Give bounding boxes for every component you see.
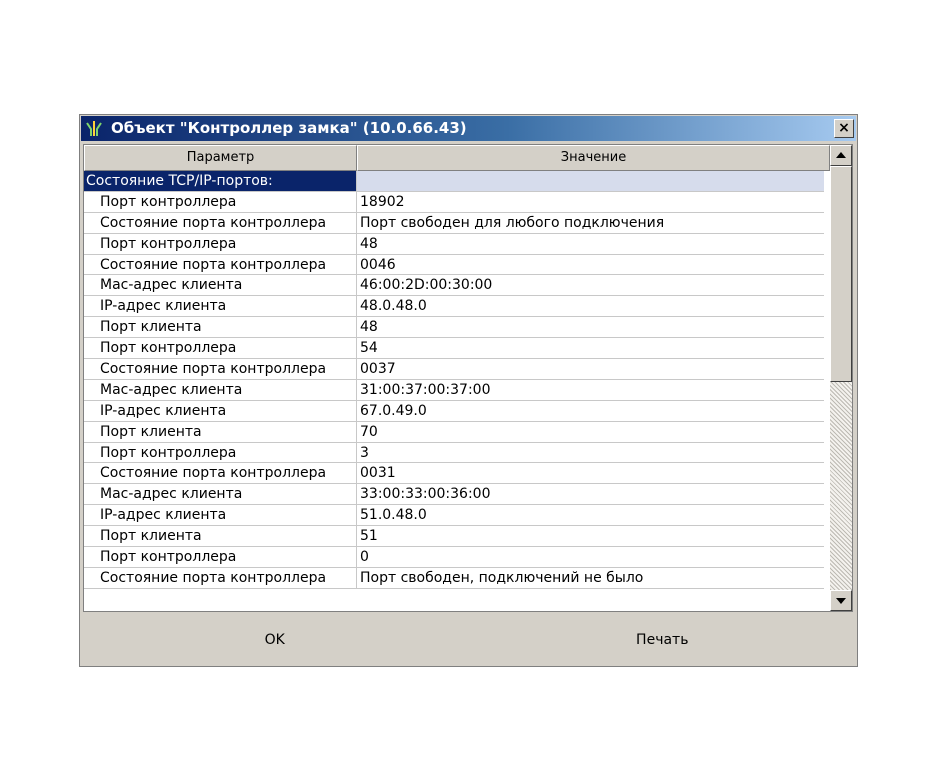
value-cell: 67.0.49.0 <box>360 402 427 419</box>
parameter-cell: Порт клиента <box>84 526 357 546</box>
value-cell: 0 <box>360 549 369 566</box>
parameter-cell: Порт клиента <box>84 317 357 337</box>
table-row[interactable] <box>84 443 824 464</box>
table-row[interactable] <box>84 234 824 255</box>
window-title: Объект "Контроллер замка" (10.0.66.43) <box>111 119 467 137</box>
grid-header <box>84 145 830 171</box>
parameter-cell: Порт контроллера <box>84 547 357 567</box>
parameter-cell: Состояние порта контроллера <box>84 359 357 379</box>
value-cell: 31:00:37:00:37:00 <box>360 381 491 398</box>
parameter-cell: Состояние порта контроллера <box>84 255 357 275</box>
value-cell: 48.0.48.0 <box>360 298 427 315</box>
scroll-down-button[interactable] <box>830 590 852 611</box>
close-icon: × <box>838 120 850 136</box>
value-cell: 46:00:2D:00:30:00 <box>360 277 493 294</box>
value-cell: 70 <box>360 423 378 440</box>
controller-icon <box>85 120 103 138</box>
ok-button[interactable]: OK <box>81 615 469 665</box>
table-row[interactable] <box>84 255 824 276</box>
arrow-up-icon <box>836 152 846 158</box>
value-cell: 33:00:33:00:36:00 <box>360 486 491 503</box>
parameter-cell: Состояние порта контроллера <box>84 568 357 588</box>
value-cell: 48 <box>360 319 378 336</box>
table-row[interactable] <box>84 275 824 296</box>
scroll-thumb[interactable] <box>830 166 852 382</box>
value-cell: 48 <box>360 235 378 252</box>
arrow-down-icon <box>836 598 846 604</box>
value-cell: Порт свободен для любого подключения <box>360 214 665 231</box>
parameter-cell: Порт контроллера <box>84 338 357 358</box>
parameter-cell: Порт контроллера <box>84 192 357 212</box>
value-cell: 0046 <box>360 256 396 273</box>
table-row[interactable] <box>84 484 824 505</box>
close-button[interactable] <box>834 119 854 138</box>
table-row[interactable] <box>84 505 824 526</box>
table-row[interactable] <box>84 401 824 422</box>
column-header-value[interactable]: Значение <box>357 145 830 171</box>
table-row[interactable] <box>84 547 824 568</box>
parameter-cell: Состояние порта контроллера <box>84 213 357 233</box>
value-cell: 18902 <box>360 193 405 210</box>
parameter-cell: IP-адрес клиента <box>84 296 357 316</box>
value-cell: 51 <box>360 528 378 545</box>
parameter-cell: Состояние порта контроллера <box>84 463 357 483</box>
table-row[interactable] <box>84 192 824 213</box>
table-row[interactable] <box>84 463 824 484</box>
column-header-parameter[interactable]: Параметр <box>84 145 357 171</box>
group-label: Состояние TCP/IP-портов: <box>84 171 357 191</box>
table-row[interactable] <box>84 380 824 401</box>
value-cell: Порт свободен, подключений не было <box>360 569 644 586</box>
table-row[interactable] <box>84 317 824 338</box>
table-row[interactable] <box>84 422 824 443</box>
table-row[interactable] <box>84 568 824 589</box>
parameter-cell: IP-адрес клиента <box>84 505 357 525</box>
button-bar <box>81 615 856 665</box>
vertical-scrollbar[interactable] <box>830 145 852 611</box>
value-cell: 0037 <box>360 361 396 378</box>
group-value <box>357 171 824 191</box>
table-row[interactable] <box>84 296 824 317</box>
parameters-grid[interactable] <box>83 144 853 612</box>
table-row[interactable] <box>84 213 824 234</box>
table-row[interactable] <box>84 526 824 547</box>
value-cell: 54 <box>360 340 378 357</box>
value-cell: 0031 <box>360 465 396 482</box>
parameter-cell: Mac-адрес клиента <box>84 484 357 504</box>
parameter-cell: IP-адрес клиента <box>84 401 357 421</box>
parameter-cell: Порт контроллера <box>84 234 357 254</box>
properties-dialog <box>79 114 858 667</box>
parameter-cell: Порт клиента <box>84 422 357 442</box>
table-row[interactable] <box>84 359 824 380</box>
parameter-cell: Mac-адрес клиента <box>84 275 357 295</box>
parameter-cell: Порт контроллера <box>84 443 357 463</box>
table-row[interactable] <box>84 338 824 359</box>
print-button[interactable]: Печать <box>469 615 857 665</box>
group-row-tcp-ports[interactable] <box>84 171 824 192</box>
value-cell: 51.0.48.0 <box>360 507 427 524</box>
grid-rows <box>84 171 824 589</box>
title-bar[interactable] <box>81 116 856 141</box>
parameter-cell: Mac-адрес клиента <box>84 380 357 400</box>
scroll-up-button[interactable] <box>830 145 852 166</box>
value-cell: 3 <box>360 444 369 461</box>
